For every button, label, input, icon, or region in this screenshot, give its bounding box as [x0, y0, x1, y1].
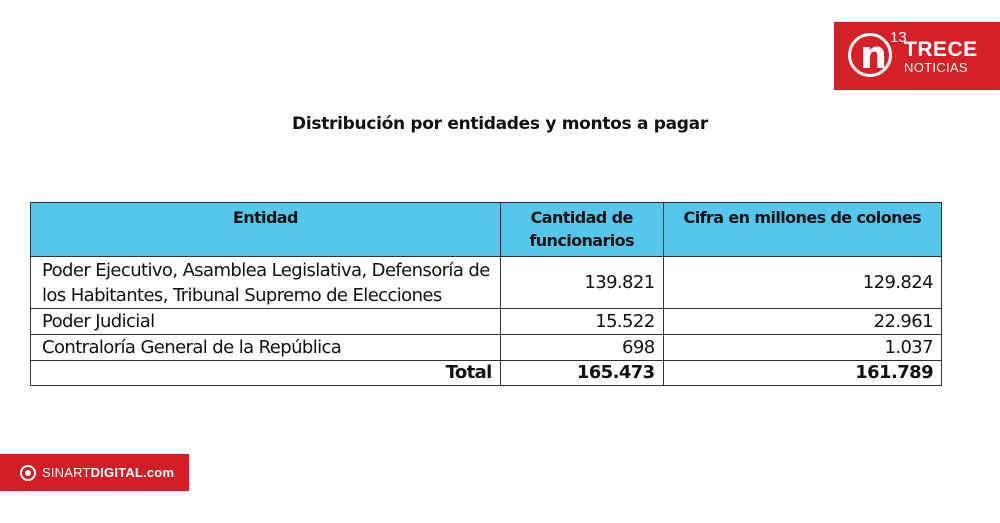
total-funcionarios: 165.473 — [500, 361, 663, 386]
cell-funcionarios: 15.522 — [500, 309, 663, 335]
header-funcionarios: Cantidad de funcionarios — [500, 203, 663, 257]
sinart-swirl-icon — [20, 465, 36, 481]
header-cifra: Cifra en millones de colones — [663, 203, 941, 257]
trece-title: TRECE — [904, 38, 978, 61]
table-row — [31, 257, 942, 309]
table-row — [31, 309, 942, 335]
sinart-light-text: SINART — [42, 465, 91, 480]
cell-funcionarios: 139.821 — [500, 257, 663, 309]
trece-n-mark: n — [860, 33, 888, 77]
table-row — [31, 335, 942, 361]
total-cifra: 161.789 — [663, 361, 941, 386]
cell-cifra: 22.961 — [663, 309, 941, 335]
cell-entidad: Contraloría General de la República — [31, 335, 501, 361]
header-entidad: Entidad — [31, 203, 501, 257]
trece-number: 13 — [890, 29, 907, 46]
total-label: Total — [31, 361, 501, 386]
cell-entidad: Poder Judicial — [31, 309, 501, 335]
cell-entidad: Poder Ejecutivo, Asamblea Legislativa, Defensoría de los Habitantes, Tribunal Supremo de Elecciones — [31, 257, 501, 309]
page-title: Distribución por entidades y montos a pagar — [292, 114, 708, 134]
distribution-table — [30, 202, 942, 386]
sinart-digital-logo — [0, 454, 189, 491]
cell-funcionarios: 698 — [500, 335, 663, 361]
cell-cifra: 1.037 — [663, 335, 941, 361]
total-row — [31, 361, 942, 386]
trece-noticias-logo — [834, 22, 1000, 90]
sinart-bold-text: DIGITAL.com — [90, 465, 175, 480]
cell-cifra: 129.824 — [663, 257, 941, 309]
trece-subtitle: NOTICIAS — [904, 60, 968, 75]
